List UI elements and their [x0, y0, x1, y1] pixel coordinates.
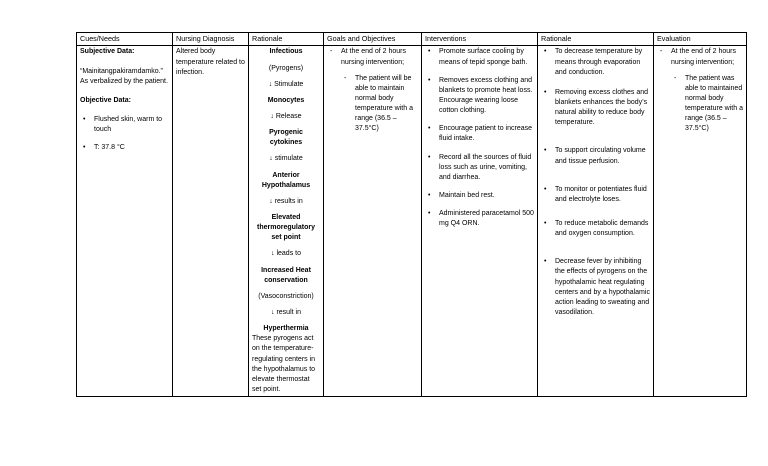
evaluation-list: [657, 47, 743, 134]
header-row: [77, 33, 747, 46]
rationales-cell: [538, 46, 654, 397]
goal-sublist: [333, 74, 418, 135]
header-evaluation: Evaluation: [654, 33, 747, 46]
flow-step: Elevated thermoregulatory set point: [257, 213, 315, 242]
intervention-item: • Removes excess clothing and blankets to promote heat loss. Encourage wearing loose cotton clothing.: [439, 76, 534, 117]
diagnosis-cell: [173, 46, 249, 397]
flow-step: ↓ Release: [270, 113, 302, 120]
objective-item: • T: 37.8 °C: [94, 143, 169, 153]
evaluation-main: At the end of 2 hours nursing intervention;: [671, 48, 736, 66]
header-cues: Cues/Needs: [77, 33, 173, 46]
subjective-quote: “Mainitangpakiramdamko.” As verbalized by the patient.: [80, 67, 168, 85]
flow-step: Infectious: [269, 48, 303, 56]
care-plan-row: [77, 46, 747, 397]
rationales-list: [541, 47, 650, 318]
goals-cell: [324, 46, 422, 397]
interventions-list: [425, 47, 534, 229]
rationale-cell: [249, 46, 324, 397]
flow-step: ↓ leads to: [271, 250, 301, 258]
flow-step: Increased Heat conservation: [261, 266, 311, 284]
diagnosis-text: Altered body temperature related to infection.: [176, 48, 245, 76]
header-diagnosis: Nursing Diagnosis: [173, 33, 249, 46]
flow-step: ↓ stimulate: [269, 155, 303, 163]
header-goals: Goals and Objectives: [324, 33, 422, 46]
goal-main: At the end of 2 hours nursing intervention;: [341, 48, 406, 66]
subjective-title: Subjective Data:: [80, 48, 135, 56]
flow-step: ↓ results in: [269, 197, 303, 205]
goals-list: [327, 47, 418, 134]
flow-step: Pyrogenic cytokines: [269, 129, 303, 147]
interventions-cell: [422, 46, 538, 397]
flow-step: ↓ Stimulate: [268, 80, 304, 88]
flow-step: (Vasoconstriction): [258, 292, 314, 300]
rationale-item: • To support circulating volume and tissue perfusion.: [555, 146, 650, 166]
intervention-item: • Administered paracetamol 500 mg Q4 ORN.: [439, 209, 534, 229]
intervention-item: • Promote surface cooling by means of tepid sponge bath.: [439, 47, 534, 67]
goal-sub: - The patient will be able to maintain normal body temperature with a range (36.5 – 37.5°C): [355, 74, 418, 135]
cues-cell: [77, 46, 173, 397]
rationale-item: • Decrease fever by inhibiting the effects of pyrogens on the hypothalamic heat regulating centers and by a hypothalamic action leading to sweating and vasodilation.: [555, 257, 650, 318]
intervention-item: • Maintain bed rest.: [439, 191, 534, 201]
header-rationale: Rationale: [249, 33, 324, 46]
evaluation-item: [671, 47, 743, 134]
evaluation-sublist: [663, 74, 743, 135]
evaluation-cell: [654, 46, 747, 397]
intervention-item: • Encourage patient to increase fluid intake.: [439, 124, 534, 144]
header-interventions: Interventions: [422, 33, 538, 46]
flow-step: ↓ result in: [271, 308, 301, 316]
flow-step: Hyperthermia: [263, 325, 309, 333]
objective-list: [80, 115, 169, 153]
objective-title: Objective Data:: [80, 96, 131, 104]
rationale-item: • To monitor or potentiates fluid and electrolyte loses.: [555, 185, 650, 205]
rationale-flowchart: [252, 47, 320, 334]
evaluation-sub: - The patient was able to maintained normal body temperature with a range (36.5 – 37.5°C): [685, 74, 743, 135]
rationale-conclusion: These pyrogens act on the temperature-regulating centers in the hypothalamus to elevate thermostat set point.: [252, 335, 316, 393]
rationale-item: • To decrease temperature by means through evaporation and conduction.: [555, 47, 650, 77]
intervention-item: • Record all the sources of fluid loss such as urine, vomiting, and diarrhea.: [439, 153, 534, 183]
flow-step: Monocytes: [267, 96, 305, 104]
flow-step: Anterior Hypothalamus: [261, 171, 311, 189]
rationale-item: • Removing excess clothes and blankets enhances the body’s natural ability to reduce body temperature.: [555, 88, 650, 129]
header-rationale-2: Rationale: [538, 33, 654, 46]
objective-item: • Flushed skin, warm to touch: [94, 115, 169, 135]
rationale-item: • To reduce metabolic demands and oxygen consumption.: [555, 219, 650, 239]
flow-step: (Pyrogens): [268, 64, 304, 72]
nursing-care-plan-table: [76, 32, 747, 397]
goal-item: [341, 47, 418, 134]
